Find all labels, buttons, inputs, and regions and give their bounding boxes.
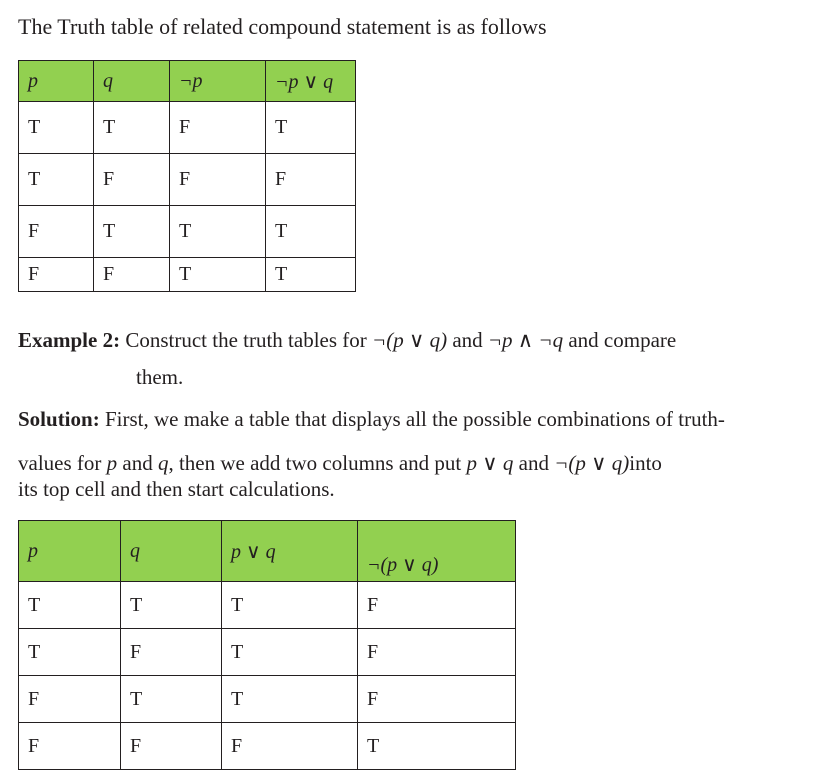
table-row <box>19 629 516 676</box>
table-cell: F <box>19 206 94 258</box>
table-cell: F <box>94 154 170 206</box>
table-row <box>19 676 516 723</box>
header-not-p-or-q: ¬p ∨ q <box>266 61 356 102</box>
example-text: and compare <box>563 328 677 352</box>
table-cell: T <box>170 206 266 258</box>
table-cell: T <box>19 102 94 154</box>
table-cell: T <box>19 582 121 629</box>
table-cell: F <box>94 258 170 292</box>
truth-table-1 <box>18 60 356 292</box>
table-cell: T <box>19 629 121 676</box>
section-heading: The Truth table of related compound statement is as follows <box>18 14 547 39</box>
table-cell: T <box>94 102 170 154</box>
solution-paragraph <box>18 406 725 432</box>
table-cell: F <box>121 723 222 770</box>
table-row <box>19 582 516 629</box>
table-cell: F <box>170 102 266 154</box>
table-cell: T <box>94 206 170 258</box>
header-q: q <box>121 521 222 582</box>
table-cell: T <box>170 258 266 292</box>
expr-p-or-q: p ∨ q <box>466 451 514 475</box>
header-not-p-or-q: ¬(p ∨ q) <box>358 521 516 582</box>
example-text: and <box>447 328 488 352</box>
table-cell: F <box>266 154 356 206</box>
solution-label: Solution: <box>18 407 100 431</box>
table-cell: F <box>19 258 94 292</box>
example-statement-cont: them. <box>136 365 184 389</box>
solution-text: and <box>513 451 555 475</box>
example-statement <box>18 327 676 353</box>
example-text: Construct the truth tables for <box>120 328 373 352</box>
table-cell: F <box>358 629 516 676</box>
solution-text: , then we add two columns and put <box>168 451 467 475</box>
expr-not-p-or-q: ¬(p ∨ q) <box>554 451 630 475</box>
header-p: p <box>19 61 94 102</box>
header-p-or-q: p ∨ q <box>222 521 358 582</box>
solution-text: values for <box>18 451 107 475</box>
table-cell: T <box>266 102 356 154</box>
table-cell: T <box>222 582 358 629</box>
table-cell: T <box>121 676 222 723</box>
table-cell: T <box>266 258 356 292</box>
table-cell: F <box>121 629 222 676</box>
table-row <box>19 102 356 154</box>
table-row <box>19 258 356 292</box>
table-cell: T <box>358 723 516 770</box>
header-q: q <box>94 61 170 102</box>
example-label: Example 2: <box>18 328 121 352</box>
table-cell: T <box>19 154 94 206</box>
expr-not-p-or-q: ¬(p ∨ q) <box>372 328 448 352</box>
table-cell: F <box>358 582 516 629</box>
table-header-row <box>19 61 356 102</box>
truth-table-2 <box>18 520 516 770</box>
header-not-p: ¬p <box>170 61 266 102</box>
table-row <box>19 206 356 258</box>
table-cell: F <box>19 723 121 770</box>
table-row <box>19 723 516 770</box>
expr-not-p-and-not-q: ¬p ∧ ¬q <box>487 328 564 352</box>
solution-text: First, we make a table that displays all the possible combinations of truth- <box>99 407 725 431</box>
table-cell: F <box>222 723 358 770</box>
table-cell: T <box>121 582 222 629</box>
header-p: p <box>19 521 121 582</box>
solution-paragraph-line2 <box>18 450 662 476</box>
table-cell: F <box>358 676 516 723</box>
table-cell: T <box>266 206 356 258</box>
table-row <box>19 154 356 206</box>
solution-paragraph-line3: its top cell and then start calculations. <box>18 477 335 501</box>
table-header-row <box>19 521 516 582</box>
var-p: p <box>106 451 118 475</box>
table-cell: F <box>170 154 266 206</box>
table-cell: T <box>222 629 358 676</box>
solution-text: and <box>117 451 158 475</box>
table-cell: T <box>222 676 358 723</box>
solution-text: into <box>629 451 662 475</box>
table-cell: F <box>19 676 121 723</box>
var-q: q <box>157 451 169 475</box>
